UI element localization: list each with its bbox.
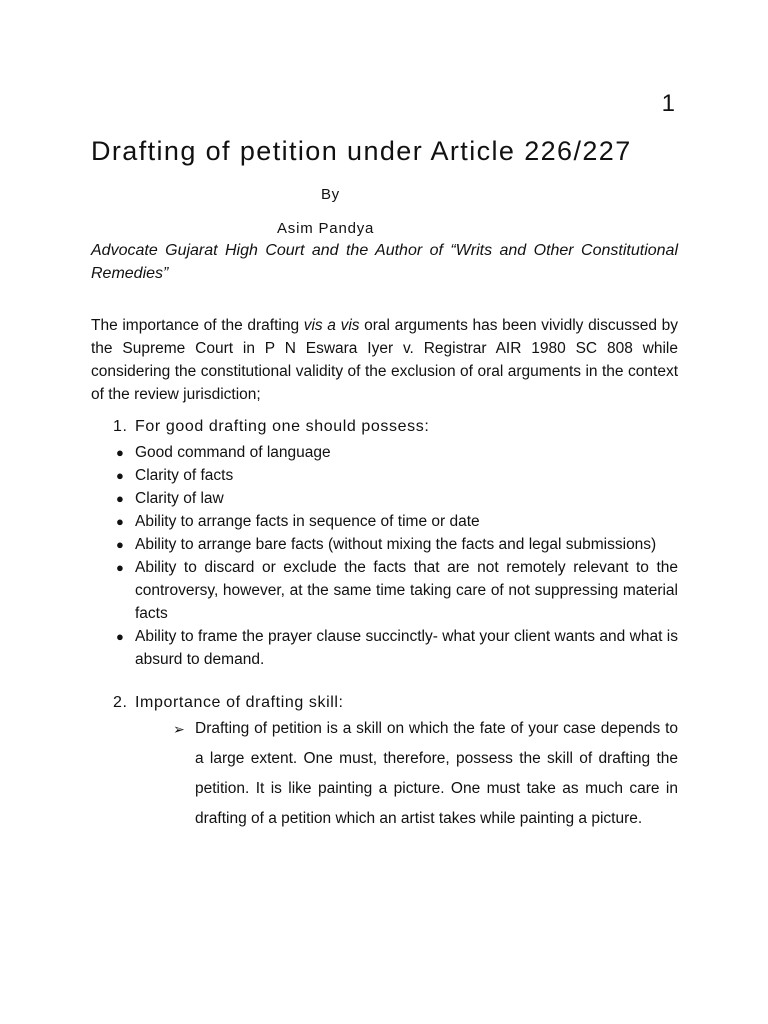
section-title: Importance of drafting skill:	[135, 694, 344, 711]
bullet-icon: ●	[116, 629, 124, 644]
list-item-text: Clarity of law	[135, 490, 224, 507]
list-item	[113, 533, 678, 556]
section-heading-1	[113, 418, 429, 436]
document-title: Drafting of petition under Article 226/227	[91, 136, 632, 166]
list-item-text: Ability to discard or exclude the facts that are not remotely relevant to the controversy, however, at the same time taking care of not suppressing material facts	[135, 559, 678, 622]
list-item	[113, 487, 678, 510]
drafting-skill-text: Drafting of petition is a skill on which the fate of your case depends to a large extent. One must, therefore, possess the skill of drafting the petition. It is like painting a picture. One must take as much care in drafting of a petition which an artist takes while painting a picture.	[195, 720, 678, 827]
intro-text-after: oral arguments has been vividly discussed by the Supreme Court in P N Eswara Iyer v. Registrar AIR 1980 SC 808 while considering the constitutional validity of the exclusion of oral arguments in the context of the review jurisdiction;	[91, 317, 678, 403]
intro-text-before: The importance of the drafting	[91, 317, 304, 334]
author-name: Asim Pandya	[277, 220, 375, 237]
author-affiliation: Advocate Gujarat High Court and the Author of “Writs and Other Constitutional Remedies”	[91, 242, 678, 282]
bullet-icon: ●	[116, 514, 124, 529]
intro-emphasis: vis a vis	[303, 317, 360, 334]
bullet-icon: ●	[116, 537, 124, 552]
bullet-icon: ●	[116, 491, 124, 506]
bullet-icon: ●	[116, 445, 124, 460]
section-heading-2	[113, 694, 344, 712]
list-item	[113, 464, 678, 487]
section-number: 1.	[113, 418, 128, 435]
list-item-text: Good command of language	[135, 444, 331, 461]
section-number: 2.	[113, 694, 128, 711]
list-item-text: Clarity of facts	[135, 467, 234, 484]
list-item-text: Ability to arrange bare facts (without mixing the facts and legal submissions)	[135, 536, 657, 553]
list-item	[113, 510, 678, 533]
list-item	[113, 625, 678, 671]
qualities-list	[113, 441, 678, 671]
arrow-bullet-icon: ➢	[173, 721, 185, 737]
page-number: 1	[661, 90, 676, 117]
list-item	[113, 441, 678, 464]
intro-paragraph	[91, 314, 678, 406]
bullet-icon: ●	[116, 468, 124, 483]
by-label: By	[321, 186, 340, 203]
list-item-text: Ability to arrange facts in sequence of time or date	[135, 513, 480, 530]
list-item	[113, 556, 678, 625]
list-item-text: Ability to frame the prayer clause succinctly- what your client wants and what is absurd to demand.	[135, 628, 678, 668]
section-title: For good drafting one should possess:	[135, 418, 430, 435]
bullet-icon: ●	[116, 560, 124, 575]
drafting-skill-item	[173, 714, 678, 834]
